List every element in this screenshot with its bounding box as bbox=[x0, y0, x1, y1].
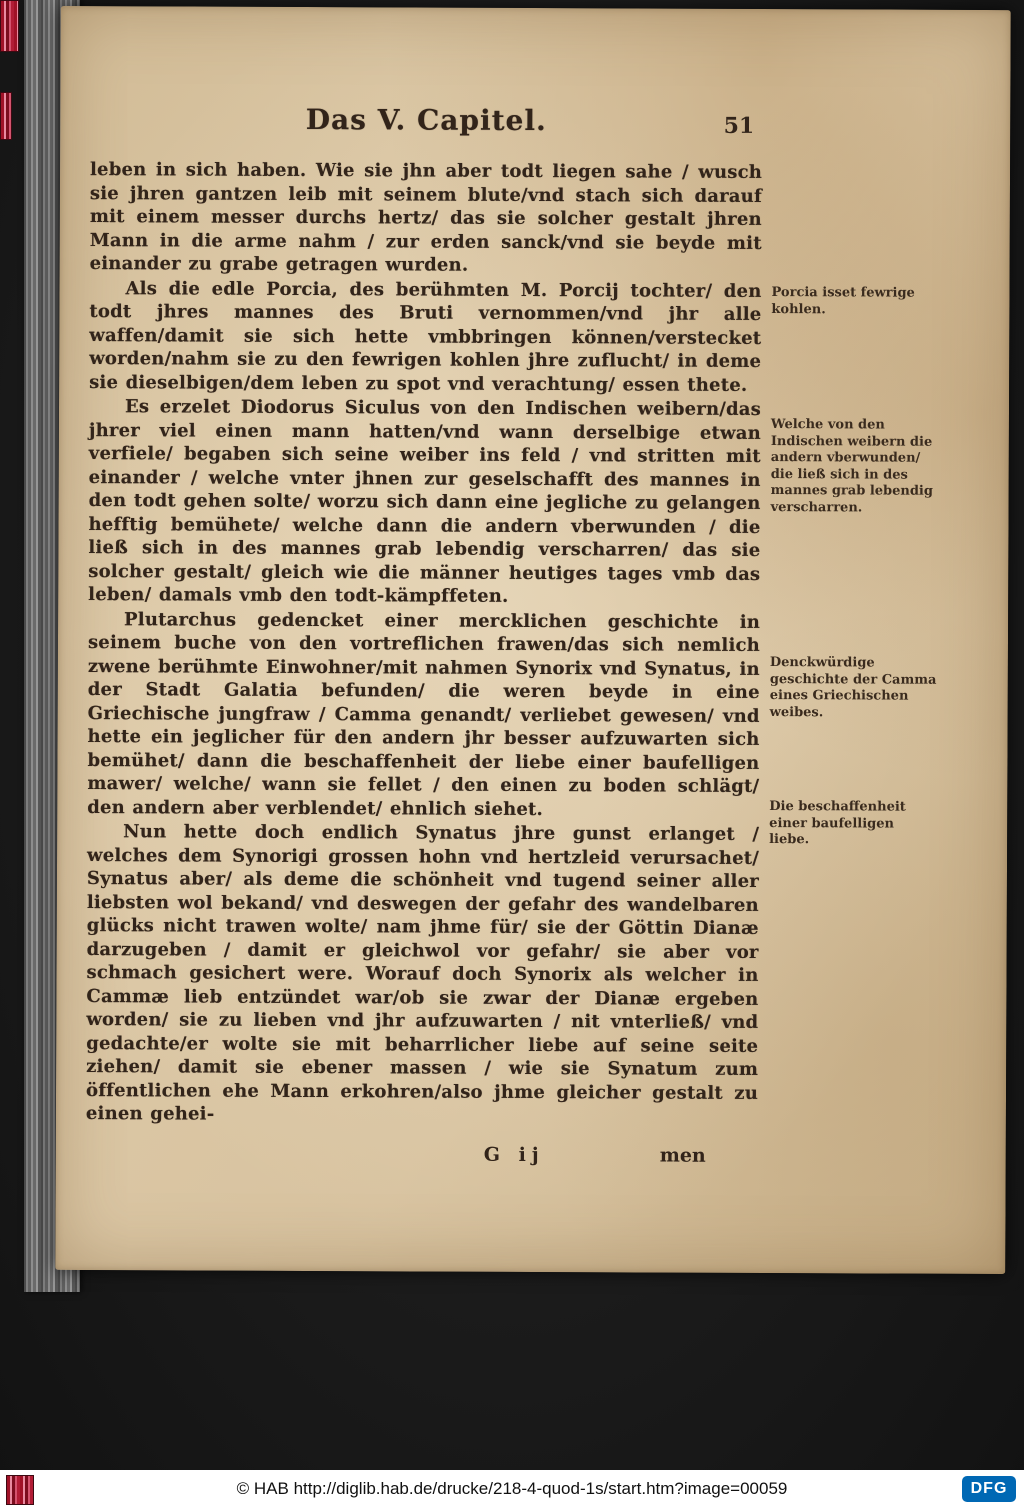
signature-mark: G ij bbox=[483, 1143, 545, 1167]
body-paragraph: Nun hette doch endlich Synatus jhre gunst erlanget / welches dem Synorigi grossen hohn vnd hertzleid verursachet/ Synatus aber/ als deme die schönheit vnd tugend seiner aller liebsten wol bekand/ vnd deswegen der gefahr des wandelbaren glücks nicht trawen wolte/ nam jhme für/ sie der Göttin Dianæ darzugeben / damit er gleichwol vor gefahr/ sie aber vor schmach gesichert were. Worauf doch Synorix als welcher in Cammæ lieb entzündet war/ob sie zwar der Dianæ ergeben worden/ sie zu lieben vnd jhr aufzuwarten / nit vnterließ/ vnd gedachte/er wolte sie mit beharrlicher liebe auf seine seite ziehen/ damit sie ebener massen / wie sie Synatum zum öffentlichen ehe Mann erkohren/also jhme gleicher gestalt zu einen gehei- bbox=[85, 821, 760, 1125]
source-url-link[interactable]: http://diglib.hab.de/drucke/218-4-quod-1s/start.htm?image=00059 bbox=[293, 1479, 788, 1498]
dfg-logo: DFG bbox=[962, 1476, 1016, 1502]
signature-row bbox=[86, 1142, 758, 1171]
body-text bbox=[86, 158, 762, 1129]
page-number: 51 bbox=[723, 112, 755, 139]
body-paragraph: Plutarchus gedencket einer mercklichen geschichte in seinem buche von den vortreflichen frawen/das sich nemlich zwene berühmte Einwohner/mit nahmen Synorix vnd Synatus, in der Stadt Galatia befunden/ die weren beyde in eine Griechische jungfraw / Camma genandt/ verliebet gewesen/ vnd hette ein jeglicher für den andern jhr besser aufzuwarten sich bemühet/ dann die beschaffenheit der liebe einer baufelligen mawer/ welche/ wann sie fellet / den einen zu boden schlägt/ den andern aber verblendet/ ehnlich siehet. bbox=[87, 608, 761, 820]
viewer-footer bbox=[0, 1470, 1024, 1508]
catchword: men bbox=[659, 1144, 706, 1167]
page-header bbox=[90, 102, 762, 138]
margin-note: Die beschaffenheit einer baufelligen liebe. bbox=[769, 799, 906, 848]
book-page-scan bbox=[55, 6, 1011, 1274]
body-paragraph: Als die edle Porcia, des berühmten M. Porcij tochter/ den todt jhres mannes des Bruti vernommen/vnd jhr alle waffen/damit sie sich hette vmbbringen können/verstecket worden/nahm sie zu den fewrigen kohlen jhre zuflucht/ in deme sie dieselbigen/dem leben zu spot vnd verachtung/ essen thete. bbox=[89, 277, 762, 396]
color-calibration-strip bbox=[0, 92, 12, 140]
body-paragraph: Es erzelet Diodorus Siculus von den Indischen weibern/das jhrer viel einen mann hatten/vnd wann derselbige etwan verfiele/ begaben sich seine weiber ins feld / vnd stritten mit einander / welche vnter jhnen zur geselschafft des mannes in den todt gehen solte/ worzu sich dann eine jegliche zu gelangen hefftig bemühete/ welche dann die andern vberwunden / die ließ sich in des mannes grab lebendig verscharren/ das sie solcher gestalt/ gleich wie die männer heutiges tages vmb das leben/ damals vmb den todt-kämpffeten. bbox=[88, 396, 762, 607]
body-paragraph: leben in sich haben. Wie sie jhn aber todt liegen sahe / wusch sie jhren gantzen leib mit seinem blute/vnd stach sich darauf mit einem messer durchs hertz/ das sie solcher gestalt jhren Mann in die arme nahm / zur erden sanck/vnd sie beyde mit einander zu grabe getragen wurden. bbox=[89, 159, 763, 276]
margin-note: Denckwürdige geschichte der Camma eines Griechischen weibes. bbox=[769, 655, 937, 720]
color-calibration-strip bbox=[0, 0, 19, 52]
copyright-label: © HAB bbox=[236, 1479, 289, 1498]
margin-note: Welche von den Indischen weibern die andern vberwunden/ die ließ sich in des mannes grab lebendig verscharren. bbox=[770, 417, 934, 515]
source-attribution bbox=[237, 1479, 788, 1499]
chapter-heading: Das V. Capitel. bbox=[305, 103, 547, 138]
margin-note: Porcia isset fewrige kohlen. bbox=[771, 285, 915, 317]
color-calibration-strip bbox=[6, 1475, 34, 1505]
